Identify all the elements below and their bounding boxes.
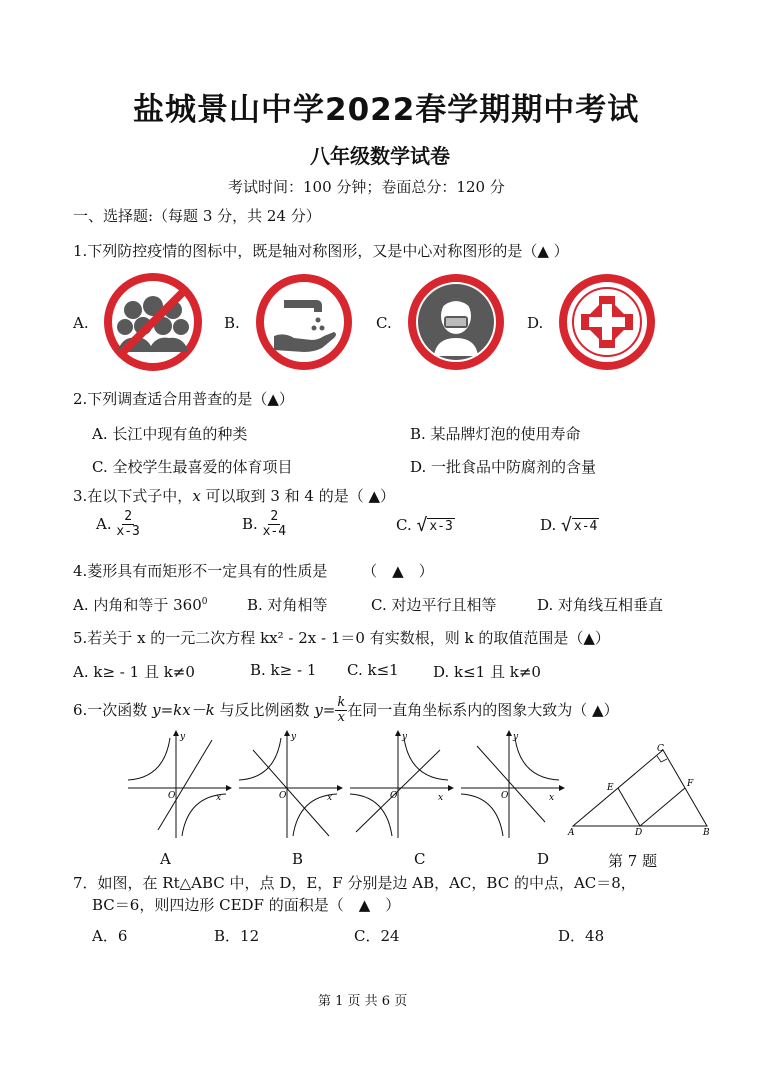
page-subtitle: 八年级数学试卷 [310,144,450,168]
origin-label: O [279,791,287,801]
origin-label: O [168,791,176,801]
origin-label: O [390,791,398,801]
origin-label: O [501,791,509,801]
axis-y-label: y [402,732,408,742]
q5-option-d: D. k≤1 且 k≠0 [433,663,541,681]
q2-option-a: A. 长江中现有鱼的种类 [92,425,248,443]
graph-a [122,730,232,840]
fraction: $\frac{2}{x-3}$ [116,509,140,540]
q1-label-a: A. [73,314,89,332]
q3-option-c: C. √ x-3 [396,515,453,536]
q7-option-a: A．6 [92,927,128,945]
q7-option-c: C．24 [354,927,400,945]
square-root: √ x-4 [561,515,598,536]
page-title: 盐城景山中学2022春学期期中考试 [133,92,640,128]
q7-line2: BC＝6，则四边形 CEDF 的面积是（ ▲ ） [92,896,401,914]
q2-option-d: D. 一批食品中防腐剂的含量 [410,458,597,476]
axis-y-label: y [291,732,297,742]
q3-option-b: B. $\frac{2}{x-4}$ [242,509,287,540]
axis-y-label: y [180,732,186,742]
axis-x-label: x [549,793,555,803]
q5-stem: 5.若关于 x 的一元二次方程 kx² - 2x - 1＝0 有实数根，则 k 的取值范围是（▲） [73,629,610,647]
square-root: √ x-3 [416,515,453,536]
section-heading: 一、选择题:（每题 3 分，共 24 分） [73,207,321,225]
axis-x-label: x [216,793,222,803]
axis-x-label: x [327,793,333,803]
q4-option-b: B. 对角相等 [247,596,328,614]
q3-stem: 3.在以下式子中，x 可以取到 3 和 4 的是（ ▲） [73,487,396,505]
q4-option-c: C. 对边平行且相等 [371,596,497,614]
axis-y-label: y [513,732,519,742]
medical-cross-icon [557,272,657,372]
graph-d [455,730,565,840]
hand-washing-icon [254,272,354,372]
exam-info: 考试时间：100 分钟；卷面总分：120 分 [228,178,505,196]
q7-line1: 7．如图，在 Rt△ABC 中，点 D，E，F 分别是边 AB，AC，BC 的中点，AC＝8， [73,874,636,892]
q1-label-c: C. [376,314,392,332]
q3-option-a: A. $\frac{2}{x-3}$ [96,509,140,540]
q5-option-c: C. k≤1 [347,661,399,679]
q2-stem: 2.下列调查适合用普查的是（▲） [73,390,294,408]
q2-option-c: C. 全校学生最喜爱的体育项目 [92,458,293,476]
axis-x-label: x [438,793,444,803]
point-e-label: E [607,783,614,793]
point-c-label: C [657,744,664,754]
q7-option-d: D．48 [558,927,605,945]
q5-option-b: B. k≥ - 1 [250,661,317,679]
graph-label-c: C [414,850,426,868]
point-a-label: A [568,828,575,838]
q3-option-d: D. √ x-4 [540,515,598,536]
point-b-label: B [703,828,710,838]
graph-label-a: A [160,850,171,868]
mask-person-icon [406,272,506,372]
point-d-label: D [635,828,643,838]
q4-stem: 4.菱形具有而矩形不一定具有的性质是 （ ▲ ） [73,562,434,580]
q4-option-d: D. 对角线互相垂直 [537,596,664,614]
no-gathering-icon [103,272,203,372]
q1-label-d: D. [527,314,544,332]
q4-option-a: A. 内角和等于 $360^0$ [73,596,208,614]
fraction: $\frac{2}{x-4}$ [262,509,287,540]
figure-7-caption: 第 7 题 [608,852,658,870]
point-f-label: F [687,779,694,789]
q2-option-b: B. 某品牌灯泡的使用寿命 [410,425,581,443]
q6-stem: 6.一次函数 y=kx－k 与反比例函数 y= $\frac{k}{x}$ 在同一直角坐标系内的图象大致为（ ▲） [73,695,619,726]
figure-7-triangle [565,740,715,840]
q5-option-a: A. k≥ - 1 且 k≠0 [73,663,195,681]
q7-option-b: B．12 [214,927,260,945]
q1-label-b: B. [224,314,240,332]
page-footer: 第 1 页 共 6 页 [318,994,408,1009]
graph-label-b: B [292,850,304,868]
q1-stem: 1.下列防控疫情的图标中，既是轴对称图形，又是中心对称图形的是（▲ ） [73,242,569,260]
graph-b [233,730,343,840]
graph-c [344,730,454,840]
graph-label-d: D [537,850,550,868]
